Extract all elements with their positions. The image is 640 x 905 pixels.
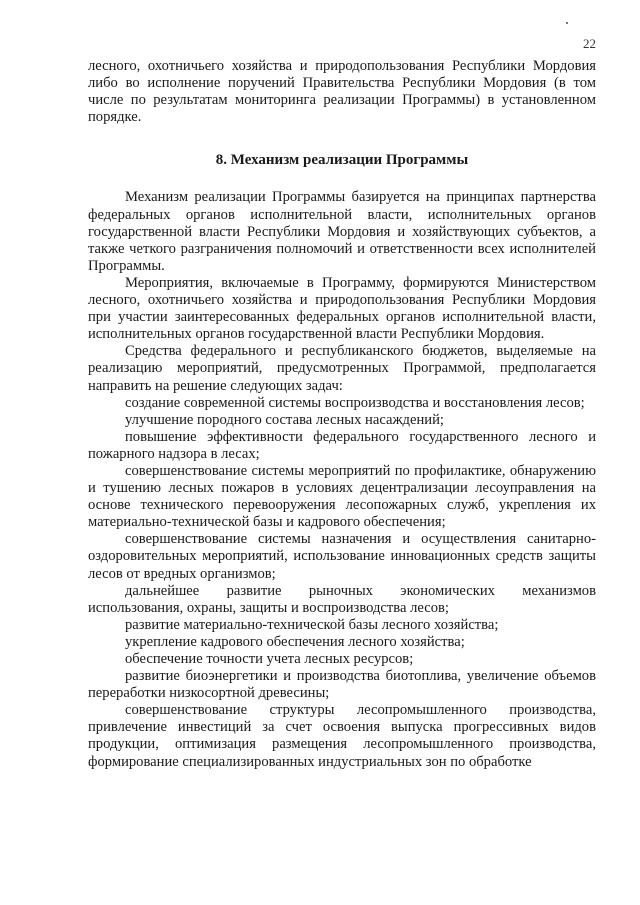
scan-mark [566, 22, 568, 24]
task-item: улучшение породного состава лесных насаждений; [125, 411, 444, 428]
task-item: совершенствование системы назначения и осуществления санитарно-оздоровительных мероприятий, использование инновационных средств защиты лесов от вредных организмов; [88, 531, 596, 582]
task-item: дальнейшее развитие рыночных экономических механизмов использования, охраны, защиты и воспроизводства лесов; [88, 582, 596, 616]
intro-paragraph: лесного, охотничьего хозяйства и природопользования Республики Мордовия либо во исполнение поручений Правительства Республики Мордовия (в том числе по результатам мониторинга реализации Программы) в установленном порядке. [88, 58, 596, 126]
page-number: 22 [583, 36, 596, 51]
section-heading: 8. Механизм реализации Программы [215, 152, 469, 169]
paragraph: Мероприятия, включаемые в Программу, формируются Министерством лесного, охотничьего хозяйства и природопользования Республики Мордовия при участии заинтересованных федеральных органов исполнительной власти, исполнительных органов государственной власти Республики Мордовия. [88, 274, 596, 343]
task-item: укрепление кадрового обеспечения лесного хозяйства; [125, 633, 465, 650]
task-item: развитие материально-технической базы лесного хозяйства; [125, 616, 499, 633]
paragraph: Средства федерального и республиканского бюджетов, выделяемые на реализацию мероприятий, предусмотренных Программой, предполагается направить на решение следующих задач: [88, 343, 596, 394]
task-item: обеспечение точности учета лесных ресурсов; [125, 651, 414, 667]
task-item: развитие биоэнергетики и производства биотоплива, увеличение объемов переработки низкосортной древесины; [88, 668, 596, 702]
task-item: повышение эффективности федерального государственного лесного и пожарного надзора в лесах; [88, 428, 596, 462]
task-item: совершенствование структуры лесопромышленного производства, привлечение инвестиций за счет освоения выпуска прогрессивных видов продукции, оптимизация размещения лесопромышленного производства, формирование специализированных индустриальных зон по обработке [88, 702, 596, 770]
document-body [88, 58, 596, 771]
paragraph: Механизм реализации Программы базируется на принципах партнерства федеральных органов исполнительной власти, исполнительных органов государственной власти Республики Мордовия и хозяйствующих субъектов, а также четкого разграничения полномочий и ответственности всех исполнителей Программы. [88, 189, 596, 274]
task-item: совершенствование системы мероприятий по профилактике, обнаружению и тушению лесных пожаров в условиях децентрализации лесоуправления на основе технического перевооружения лесопожарных служб, укрепления их материально-технической базы и кадрового обеспечения; [88, 462, 596, 531]
task-item: создание современной системы воспроизводства и восстановления лесов; [125, 394, 585, 411]
